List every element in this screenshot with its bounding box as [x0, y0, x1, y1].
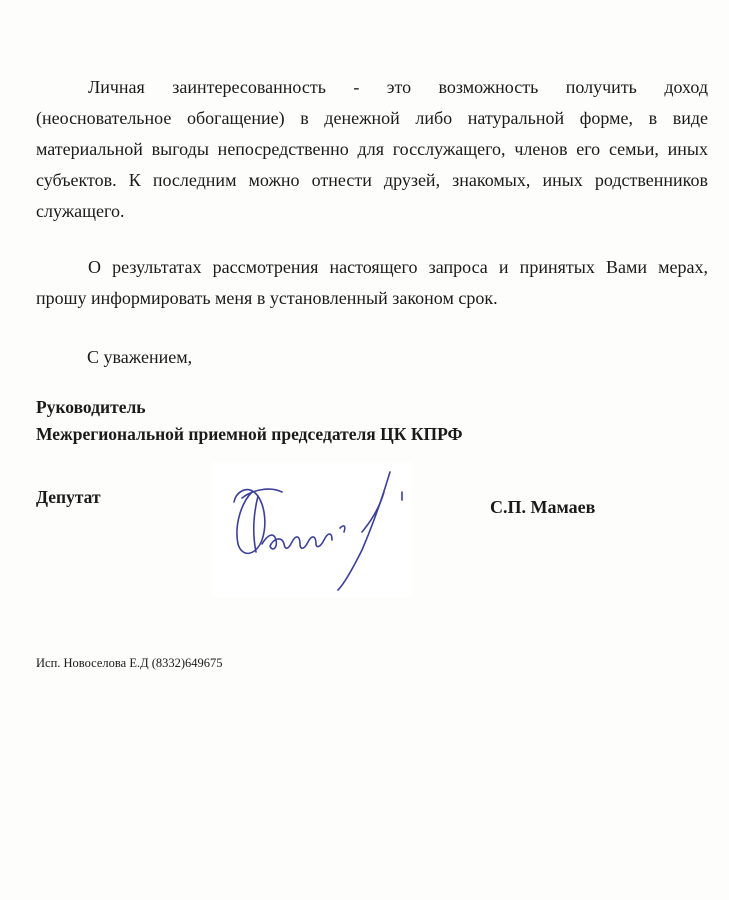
signatory-title-line-3: Депутат [36, 487, 101, 507]
signatory-title-line-1: Руководитель [36, 397, 146, 417]
handwritten-signature-icon [212, 462, 412, 597]
closing-salutation: С уважением, [87, 347, 193, 367]
signature-strokes [212, 462, 412, 597]
executor-footnote: Исп. Новоселова Е.Д (8332)649675 [36, 656, 223, 670]
signatory-title-line-2: Межрегиональной приемной председателя ЦК КПРФ [36, 424, 463, 444]
body-paragraph-1: Личная заинтересованность - это возможность получить доход (неосновательное обогащение) в денежной либо натуральной форме, в виде материальной выгоды непосредственно для госслужащего, членов его семьи, иных субъектов. К последним можно отнести друзей, знакомых, иных родственников служащего. [36, 77, 708, 221]
signatory-name: С.П. Мамаев [490, 497, 596, 517]
body-paragraph-2: О результатах рассмотрения настоящего запроса и принятых Вами мерах, прошу информировать меня в установленный законом срок. [36, 257, 708, 308]
